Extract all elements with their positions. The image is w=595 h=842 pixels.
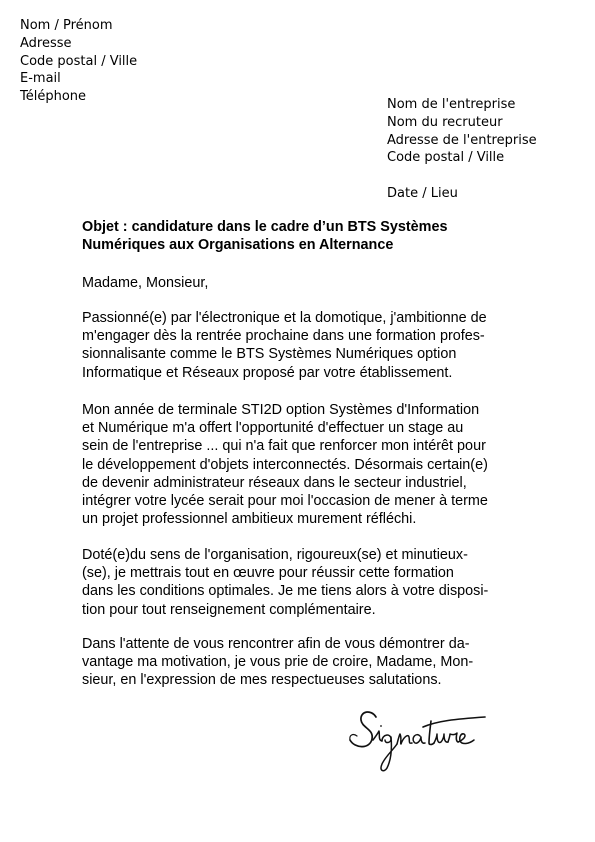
recipient-recruiter: Nom du recruteur <box>387 114 503 130</box>
paragraph-line: m'engager dès la rentrée prochaine dans une formation profes- <box>82 328 485 345</box>
date-place: Date / Lieu <box>387 186 458 201</box>
paragraph-line: de devenir administrateur réseaux dans le secteur industriel, <box>82 474 467 491</box>
recipient-block <box>387 96 537 167</box>
sender-name: Nom / Prénom <box>20 18 113 33</box>
paragraph-line: sein de l'entreprise ... qui n'a fait que renforcer mon intérêt pour <box>82 438 486 455</box>
sender-phone: Téléphone <box>20 89 87 105</box>
salutation: Madame, Monsieur, <box>82 275 209 291</box>
paragraph-line: un projet professionnel ambitieux murement réfléchi. <box>82 511 417 528</box>
paragraph-line: vantage ma motivation, je vous prie de croire, Madame, Mon- <box>82 654 474 671</box>
paragraph-experience <box>82 401 488 528</box>
paragraph-line: Mon année de terminale STI2D option Systèmes d'Information <box>82 402 480 418</box>
sender-block <box>20 17 137 106</box>
subject-line <box>82 218 512 254</box>
paragraph-line: et Numérique m'a offert l'opportunité d'effectuer un stage au <box>82 420 464 437</box>
sender-address: Adresse <box>20 35 72 51</box>
handwritten-signature <box>345 700 495 782</box>
paragraph-motivation <box>82 309 487 382</box>
paragraph-line: tion pour tout renseignement complémentaire. <box>82 601 376 618</box>
paragraph-line: le développement d'objets interconnectés. Désormais certain(e) <box>82 456 488 473</box>
sender-email: E-mail <box>20 71 61 87</box>
subject-line-2: Numériques aux Organisations en Alternance <box>82 237 394 253</box>
paragraph-qualities <box>82 546 488 619</box>
paragraph-line: Dans l'attente de vous rencontrer afin de vous démontrer da- <box>82 636 470 652</box>
paragraph-line: sionnalisante comme le BTS Systèmes Numériques option <box>82 346 457 363</box>
sender-postal-city: Code postal / Ville <box>20 53 138 69</box>
recipient-postal-city: Code postal / Ville <box>387 150 505 166</box>
paragraph-line: (se), je mettrais tout en œuvre pour réussir cette formation <box>82 565 454 582</box>
paragraph-line: Doté(e)du sens de l'organisation, rigoureux(se) et minutieux- <box>82 547 468 563</box>
paragraph-line: dans les conditions optimales. Je me tiens alors à votre disposi- <box>82 583 489 600</box>
paragraph-line: sieur, en l'expression de mes respectueuses salutations. <box>82 672 442 689</box>
paragraph-line: Informatique et Réseaux proposé par votre établissement. <box>82 364 453 381</box>
paragraph-line: Passionné(e) par l'électronique et la domotique, j'ambitionne de <box>82 310 487 326</box>
subject-line-1: Objet : candidature dans le cadre d’un BTS Systèmes <box>82 219 448 235</box>
paragraph-closing <box>82 635 473 690</box>
paragraph-line: intégrer votre lycée serait pour moi l'occasion de mener à terme <box>82 493 488 510</box>
recipient-address: Adresse de l'entreprise <box>387 132 537 148</box>
recipient-company: Nom de l'entreprise <box>387 97 516 112</box>
